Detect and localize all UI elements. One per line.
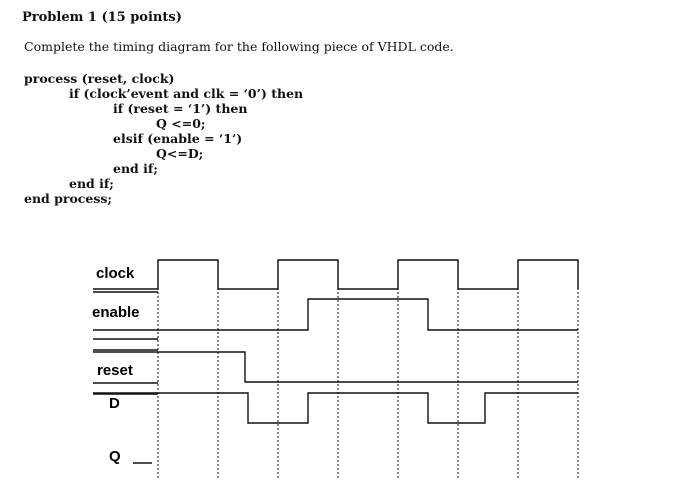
code-line: Q <=0;	[156, 116, 206, 131]
signal-label-reset: reset	[97, 362, 133, 379]
code-line: process (reset, clock)	[24, 71, 175, 86]
problem-title: Problem 1 (15 points)	[22, 10, 182, 25]
clock-edge-guides	[158, 260, 578, 478]
code-line: end if;	[69, 176, 114, 191]
signal-label-q: Q	[109, 448, 121, 465]
signal-label-d: D	[109, 395, 120, 412]
code-line: if (reset = ‘1’) then	[113, 101, 248, 116]
code-line: if (clock’event and clk = ‘0’) then	[69, 86, 304, 101]
signal-label-clock: clock	[96, 265, 135, 282]
problem-instruction: Complete the timing diagram for the following piece of VHDL code.	[24, 39, 454, 54]
clock-waveform	[93, 260, 578, 289]
enable-waveform	[93, 299, 578, 330]
code-line: elsif (enable = ‘1’)	[113, 131, 243, 146]
d-waveform	[93, 393, 578, 423]
reset-waveform	[93, 352, 578, 382]
signal-label-enable: enable	[92, 304, 140, 321]
code-line: Q<=D;	[156, 146, 204, 161]
code-line: end if;	[113, 161, 158, 176]
code-line: end process;	[24, 191, 113, 206]
